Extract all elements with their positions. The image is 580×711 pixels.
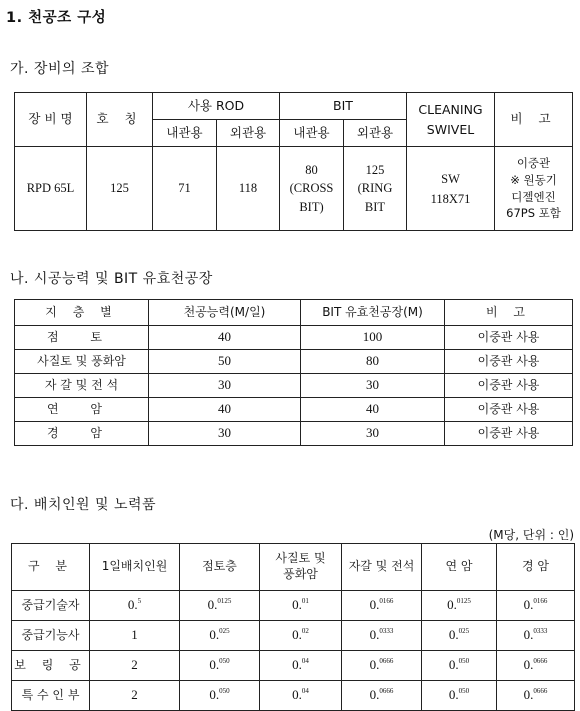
labor-table [11,543,575,711]
header-bit-length: BIT 유효천공장(M) [301,300,445,326]
header-model: 호 칭 [87,93,153,147]
cell-layer: 연 암 [15,398,149,422]
value-sup: 0333 [379,627,394,636]
daily-value: 2 [131,687,138,703]
cell-length: 100 [301,326,445,350]
header-category: 구 분 [12,544,90,591]
table-row [12,681,575,711]
cell-bit-inner: 80 (CROSS BIT) [280,147,344,231]
value-base: 0. [369,627,380,643]
daily-value: 1 [131,627,138,643]
value-base: 0. [448,687,459,703]
value-base: 0. [292,597,302,613]
daily-value: 2 [131,657,138,673]
header-rod: 사용 ROD [153,93,280,120]
cell-rod-inner: 71 [153,147,217,231]
value-base: 0. [209,627,220,643]
cell-length: 30 [301,374,445,398]
table-row [12,591,575,621]
value-sup: 04 [301,657,309,666]
value-sup: 050 [219,687,230,696]
daily-value: 0. [127,597,138,613]
value-sup: 0666 [533,657,548,666]
value-sup: 04 [301,687,309,696]
cell-capacity: 30 [149,374,301,398]
value-base: 0. [292,627,302,643]
cell-length: 40 [301,398,445,422]
cell-capacity: 50 [149,350,301,374]
header-clay: 점토층 [180,544,260,591]
header-remarks: 비 고 [495,93,573,147]
section-b-heading: 나. 시공능력 및 BIT 유효천공장 [10,271,213,287]
header-soft-rock: 연 암 [422,544,497,591]
unit-note: (M당, 단위 : 인) [488,528,574,542]
cell-remarks: 이중관 ※ 원동기 디젤엔진 67PS 포함 [495,147,573,231]
header-bit-inner: 내관용 [280,120,344,147]
value-sup: 0666 [379,657,394,666]
table-row [15,350,573,374]
value-base: 0. [369,597,380,613]
cell-category: 중급기능사 [12,621,90,651]
value-sup: 050 [219,657,230,666]
header-capacity: 천공능력(M/일) [149,300,301,326]
value-base: 0. [448,657,459,673]
header-bit: BIT [280,93,407,120]
value-sup: 0333 [533,627,548,636]
cell-layer: 사질토 및 풍화암 [15,350,149,374]
header-equipment: 장 비 명 [15,93,87,147]
cell-capacity: 30 [149,422,301,446]
header-rod-inner: 내관용 [153,120,217,147]
cell-length: 30 [301,422,445,446]
capacity-table [14,299,573,446]
section-c-heading: 다. 배치인원 및 노력품 [10,497,157,513]
value-base: 0. [523,657,534,673]
value-base: 0. [447,597,457,613]
value-base: 0. [523,597,534,613]
cell-note: 이중관 사용 [445,422,573,446]
cell-capacity: 40 [149,326,301,350]
cell-layer: 경 암 [15,422,149,446]
value-sup: 0125 [217,597,232,606]
cell-length: 80 [301,350,445,374]
cell-capacity: 40 [149,398,301,422]
value-sup: 0166 [379,597,394,606]
value-base: 0. [209,657,220,673]
header-note: 비 고 [445,300,573,326]
value-base: 0. [523,687,534,703]
value-sup: 025 [458,627,470,636]
value-sup: 01 [301,597,309,606]
value-sup: 0666 [379,687,394,696]
cell-category: 중급기술자 [12,591,90,621]
daily-value-sup: 5 [137,597,142,606]
cell-note: 이중관 사용 [445,374,573,398]
header-daily: 1일배치인원 [90,544,180,591]
header-rod-outer: 외관용 [217,120,280,147]
document-title: 1. 천공조 구성 [6,10,107,26]
value-sup: 02 [301,627,309,636]
cell-note: 이중관 사용 [445,350,573,374]
value-base: 0. [369,657,380,673]
header-gravel: 자갈 및 전석 [342,544,422,591]
value-base: 0. [369,687,380,703]
value-sup: 0666 [533,687,548,696]
table-row [15,398,573,422]
equipment-table [14,92,573,231]
value-base: 0. [292,657,302,673]
table-row [15,422,573,446]
table-row [12,651,575,681]
value-base: 0. [523,627,534,643]
value-sup: 050 [458,687,470,696]
header-cleaning-swivel: CLEANING SWIVEL [407,93,495,147]
header-bit-outer: 외관용 [344,120,407,147]
cell-layer: 점 토 [15,326,149,350]
cell-cleaning-swivel: SW 118X71 [407,147,495,231]
cell-rod-outer: 118 [217,147,280,231]
value-base: 0. [448,627,459,643]
header-hard-rock: 경 암 [497,544,575,591]
value-sup: 025 [219,627,230,636]
value-base: 0. [209,687,220,703]
value-base: 0. [207,597,218,613]
table-row [12,621,575,651]
header-sandy: 사질토 및 풍화암 [260,544,342,591]
cell-model: 125 [87,147,153,231]
cell-note: 이중관 사용 [445,326,573,350]
cell-note: 이중관 사용 [445,398,573,422]
value-sup: 0166 [533,597,548,606]
value-sup: 050 [458,657,470,666]
table-row [15,374,573,398]
cell-category: 보 링 공 [12,651,90,681]
table-row [15,326,573,350]
value-sup: 0125 [456,597,471,606]
cell-equipment: RPD 65L [15,147,87,231]
cell-bit-outer: 125 (RING BIT [344,147,407,231]
cell-layer: 자 갈 및 전 석 [15,374,149,398]
header-layer: 지 층 별 [15,300,149,326]
cell-category: 특 수 인 부 [12,681,90,711]
value-base: 0. [292,687,302,703]
section-a-heading: 가. 장비의 조합 [10,61,109,77]
